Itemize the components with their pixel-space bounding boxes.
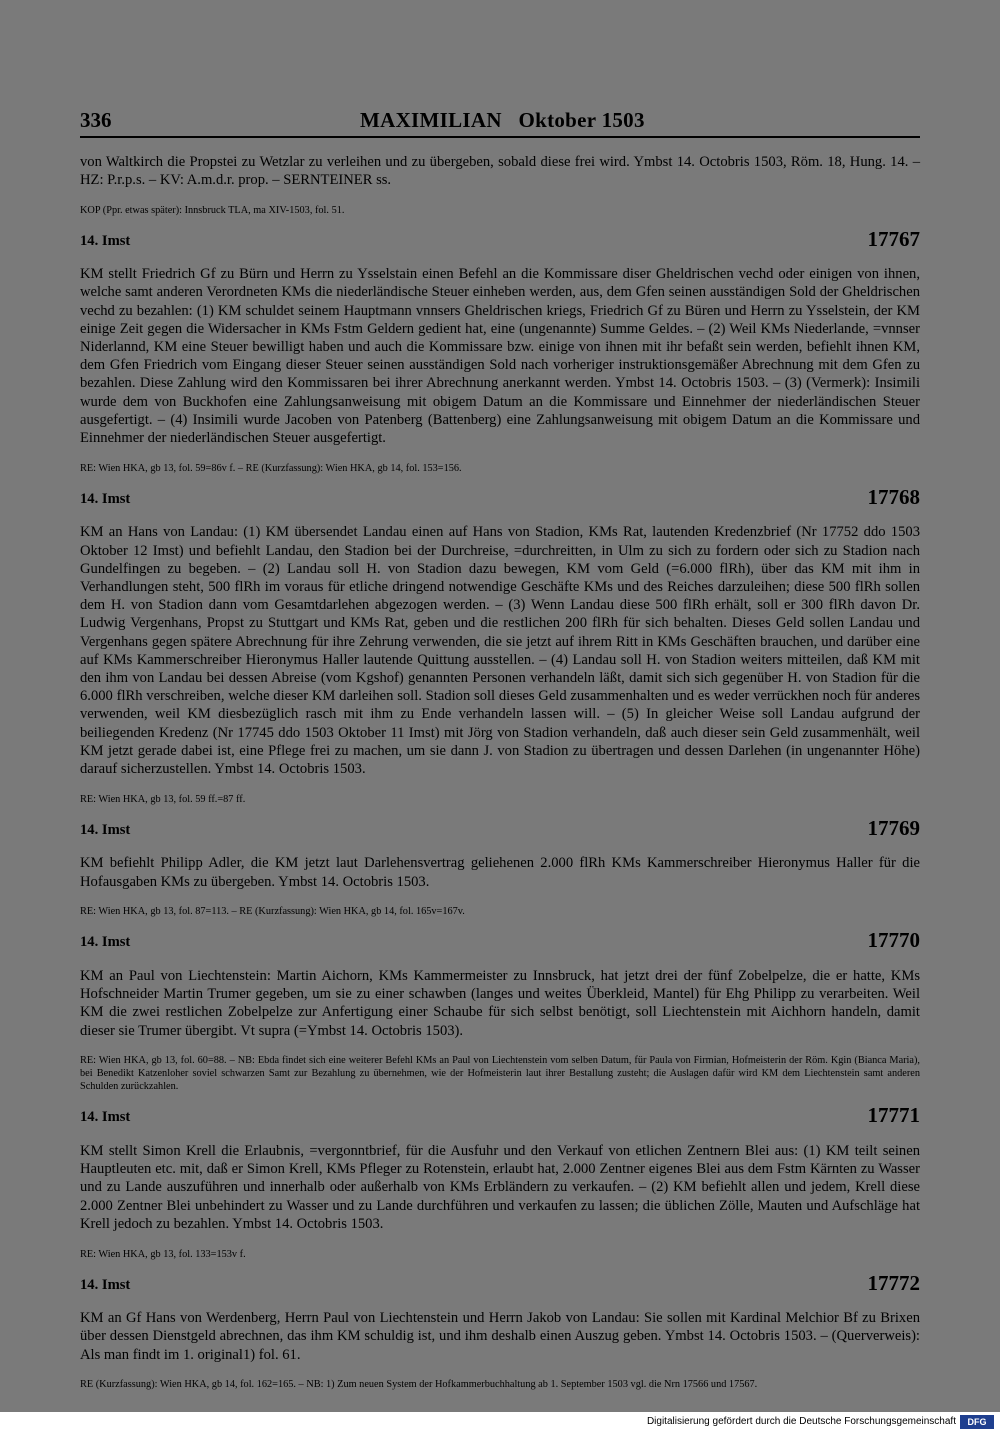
page-number: 336 (80, 108, 112, 132)
funding-credit: Digitalisierung gefördert durch die Deutsche Forschungsgemeinschaft (646, 1416, 956, 1427)
entry-number: 17772 (867, 1270, 920, 1295)
entry-text: KM befiehlt Philipp Adler, die KM jetzt laut Darlehensvertrag geliehenen 2.000 flRh KMs Kammerschreiber Hieronymus Haller für die Hofausgaben KMs zu übergeben. Ymbst 14. Octobris 1503. (80, 855, 920, 890)
entry-date-place: 14. Imst (80, 1109, 131, 1126)
entry-text: KM stellt Simon Krell die Erlaubnis, =vergonntbrief, für die Ausfuhr und den Verkauf von etlichen Zentnern Blei aus: (1) KM teilt seinen Hauptleuten etc. mit, daß er Simon Krell, KMs Pfleger zu Rotenstein, erlaubt hat, 2.000 Zentner eigenes Blei aus dem Fstm Kärnten zu Wasser und zu Lande auszuführen und innerhalb oder außerhalb von KMs Erbländern zu verkaufen. – (2) KM befiehlt allen und jedem, Krell diese 2.000 Zentner Blei unbehindert zu Wasser und zu Lande durchführen und verkaufen zu lassen; die üblichen Zölle, Mauten und Aufschläge hat Krell jedoch zu bezahlen. Ymbst 14. Octobris 1503. (80, 1143, 920, 1232)
entry-number: 17768 (867, 484, 920, 509)
entry-date-place: 14. Imst (80, 1276, 131, 1293)
entry-date-place: 14. Imst (80, 232, 131, 249)
carryover-text: von Waltkirch die Propstei zu Wetzlar zu verleihen und zu übergeben, sobald diese frei wird. Ymbst 14. Octobris 1503, Röm. 18, Hung. 14. – HZ: P.r.p.s. – KV: A.m.d.r. prop. – SERNTEINER ss. (80, 153, 920, 188)
carryover-block (80, 153, 920, 217)
entry-heading (80, 226, 920, 251)
running-header (80, 104, 920, 138)
entry-date-place: 14. Imst (80, 821, 131, 838)
entry-source: RE: Wien HKA, gb 13, fol. 133=153v f. (80, 1248, 246, 1260)
entry-17768 (80, 484, 920, 806)
entry-source: RE: Wien HKA, gb 13, fol. 60=88. – NB: Ebda findet sich eine weiterer Befehl KMs an Paul von Liechtenstein vom selben Datum, für Paula von Firmian, Hofmeisterin der Röm. Kgin (Bianca Maria), bei Benedikt Katzenloher soviel schwarzen Samt zur Bezahlung zu übernehmen, wie der Hofmeisterin laut ihrer Bestallung zusteht; die Auslagen dafür wird KM dem Liechtenstein samt anderen Schulden zurückzahlen. (80, 1055, 920, 1093)
entry-17767 (80, 226, 920, 475)
entry-heading (80, 815, 920, 840)
page-content (80, 104, 920, 1391)
entry-source: RE: Wien HKA, gb 13, fol. 59=86v f. – RE (Kurzfassung): Wien HKA, gb 14, fol. 153=156. (80, 462, 462, 474)
entry-heading (80, 1270, 920, 1295)
entry-17771 (80, 1105, 920, 1260)
running-title: MAXIMILIAN Oktober 1503 (360, 108, 645, 132)
dfg-logo-icon: DFG (960, 1415, 994, 1429)
entry-source: RE: Wien HKA, gb 13, fol. 59 ff.=87 ff. (80, 793, 246, 805)
entry-source: RE: Wien HKA, gb 13, fol. 87=113. – RE (Kurzfassung): Wien HKA, gb 14, fol. 165v=167v. (80, 906, 465, 918)
entry-source: RE (Kurzfassung): Wien HKA, gb 14, fol. 162=165. – NB: 1) Zum neuen System der Hofkammerbuchhaltung ab 1. September 1503 vgl. die Nrn 17566 und 17567. (80, 1379, 758, 1391)
entry-heading (80, 484, 920, 509)
entry-date-place: 14. Imst (80, 934, 131, 951)
entry-text: KM stellt Friedrich Gf zu Bürn und Herrn zu Ysselstain einen Befehl an die Kommissare diser Gheldrischen vechd oder einigen von ihnen, welche samt anderen Verordneten KMs die niederländische Steuer einheben werden, aus, dem Gfen seinen ausständigen Sold der Gheldrischen vechd zu bezahlen: (1) KM schuldet seinem Hauptmann vnnsers Gheldrischen kriegs, Friedrich Gf zu Büren und Herrn zu Ysselstein, der KM einige Zeit gegen die Widersacher in KMs Fstm Geldern gedient hat, eine (ungenannte) Summe Geldes. – (2) Weil KMs Niederlande, =vnnser Niderlannd, KM eine Steuer bewilligt haben und auch die Kommissare bzw. einige von ihnen mit ihr befaßt sein werden, befiehlt ihnen KM, dem Gfen Friedrich vom Eingang dieser Steuer seinen ausständigen Sold nach vorheriger instruktionsgemäßer Abrechnung mit dem Gfen zu bezahlen. Diese Zahlung wird den Kommissaren bei ihrer Abrechnung anerkannt werden. Ymbst 14. Octobris 1503. – (3) (Vermerk): Insimili wurde dem von Buckhofen eine Zahlungsanweisung mit obigem Datum an die Kommissare und Einnehmer der niederländischen Steuer ausgefertigt. – (4) Insimili wurde Jacoben von Patenberg (Battenberg) eine Zahlungsanweisung mit obigem Datum an die Kommissare und Einnehmer der niederländischen Steuer ausgefertigt. (80, 266, 920, 447)
entry-17769 (80, 815, 920, 919)
entry-number: 17771 (867, 1103, 920, 1128)
entry-date-place: 14. Imst (80, 490, 131, 507)
carryover-source: KOP (Ppr. etwas später): Innsbruck TLA, ma XIV-1503, fol. 51. (80, 204, 345, 216)
entry-text: KM an Gf Hans von Werdenberg, Herrn Paul von Liechtenstein und Herrn Jakob von Landau: Sie sollen mit Kardinal Melchior Bf zu Brixen über dessen Dienstgeld abrechnen, das ihm KM schuldig ist, und ihm deshalb einen Auszug geben. Ymbst 14. Octobris 1503. – (Querverweis): Als man findt im 1. original1) fol. 61. (80, 1310, 920, 1363)
entry-number: 17770 (867, 928, 920, 953)
entry-heading (80, 930, 920, 952)
entry-number: 17769 (867, 815, 920, 840)
entry-number: 17767 (867, 226, 920, 251)
footer-bar (0, 1412, 1000, 1434)
entry-text: KM an Paul von Liechtenstein: Martin Aichorn, KMs Kammermeister zu Innsbruck, hat jetzt drei der fünf Zobelpelze, die er hatte, KMs Hofschneider Martin Trumer gegeben, um sie zu einer schawben (langes und weites Überkleid, Mantel) für Ehg Philipp zu verarbeiten. Weil KM die zwei restlichen Zobelpelze zur Anfertigung einer Schaube für sich selbst benötigt, soll Liechtenstein mit Aichhorn handeln, damit dieser sie Trumer übergibt. Vt supra (=Ymbst 14. Octobris 1503). (80, 968, 920, 1039)
entry-17772 (80, 1270, 920, 1392)
entry-heading (80, 1105, 920, 1127)
entry-17770 (80, 930, 920, 1093)
entry-text: KM an Hans von Landau: (1) KM übersendet Landau einen auf Hans von Stadion, KMs Rat, lautenden Kredenzbrief (Nr 17752 ddo 1503 Oktober 12 Imst) und befiehlt Landau, den Stadion bei der Durchreise, =durchreitten, in Ulm zu sich zu fordern oder sich zu Stadion nach Gundelfingen zu begeben. – (2) Landau soll H. von Stadion dazu bewegen, KM vom Geld (=6.000 flRh), über das KM mit ihm in Verhandlungen steht, 500 flRh im voraus für etliche dringend notwendige Geschäfte KMs und des Reiches darzuleihen; diese 500 flRh sollen dem H. von Stadion dann vom Gesamtdarlehen abgezogen werden. – (3) Wenn Landau diese 500 flRh erhält, soll er 300 flRh davon Dr. Ludwig Vergenhans, Propst zu Stuttgart und KMs Rat, geben und die restlichen 200 flRh für sich behalten. Dieses Geld sollen Landau und Vergenhans gegen spätere Abrechnung für ihre Zehrung verwenden, die sie jetzt auf ihrem Ritt in KMs Geschäften brauchen, und darüber eine auf KMs Kammerschreiber Hieronymus Haller lautende Quittung ausstellen. – (4) Landau soll H. von Stadion weiters mitteilen, daß KM mit den ihm von Landau bei dessen Abreise (vom Kgshof) genannten Personen verhandeln läßt, damit sich sich gegenüber H. von Stadion für die 6.000 flRh verschreiben, welche dieser KM darleihen soll. Stadion soll dieses Geld zusammenhalten und es weder verrückhen noch für anderes verwenden, weil KM diesbezüglich rasch mit ihm zu Ende verhandeln lassen will. – (5) In gleicher Weise soll Landau aufgrund der beiliegenden Kredenz (Nr 17745 ddo 1503 Oktober 11 Imst) mit Jörg von Stadion verhandeln, daß auch dieser sein Geld zusammenhält, weil KM jetzt gerade dabei ist, eine Pflege frei zu machen, um sie dann J. von Stadion zu übertragen und dessen Darlehen (in ungenannter Höhe) darauf sicherzustellen. Ymbst 14. Octobris 1503. (80, 524, 920, 778)
